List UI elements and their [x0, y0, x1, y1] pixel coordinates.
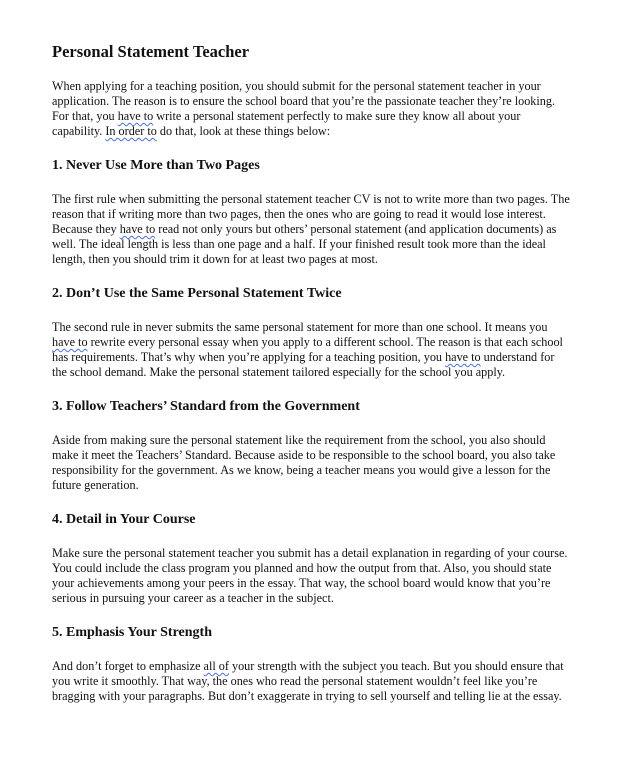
grammar-flag: all of	[203, 659, 229, 673]
document-title: Personal Statement Teacher	[52, 42, 250, 61]
section-heading: 1. Never Use More than Two Pages	[52, 158, 260, 173]
section-heading: 5. Emphasis Your Strength	[52, 625, 213, 640]
intro-text-1: When applying for a teaching position, you should submit for the personal statement teacher in your application. The reason is to ensure the school board that you’re the passionate teacher they’re looking. For that, you	[52, 79, 556, 123]
section-heading: 3. Follow Teachers’ Standard from the Government	[52, 399, 360, 414]
grammar-flag: have to	[445, 350, 481, 364]
section-paragraph	[52, 320, 570, 380]
section-paragraph: Aside from making sure the personal statement like the requirement from the school, you also should make it meet the Teachers’ Standard. Because aside to be responsible to the school board, you also take responsibility for the government. As we know, being a teacher means you would give a lesson for the future generation.	[52, 433, 556, 492]
section-paragraph	[52, 659, 570, 704]
section-heading: 2. Don’t Use the Same Personal Statement Twice	[52, 286, 342, 301]
intro-text-2: write a personal statement perfectly to make sure they know all about your capability.	[52, 109, 521, 138]
section-text: rewrite every personal essay when you apply to a different school. The reason is that each school has requirements. That’s why when you’re applying for a teaching position, you	[52, 335, 563, 364]
intro-paragraph	[52, 79, 570, 139]
section-text: And don’t forget to emphasize	[52, 659, 204, 673]
grammar-flag: have to	[52, 335, 88, 349]
section-text: your strength with the subject you teach. But you should ensure that you write it smoothly. That way, the ones who read the personal statement wouldn’t feel like you’re bragging with your paragraphs. But don’t exaggerate in trying to sell yourself and telling lie at the essay.	[52, 659, 564, 703]
intro-text-3: do that, look at these things below:	[156, 124, 331, 138]
grammar-flag: In order to	[105, 124, 157, 138]
section-paragraph: Make sure the personal statement teacher you submit has a detail explanation in regarding of your course. You could include the class program you planned and how the output from that. Also, you should state your achievements among your peers in the essay. That way, the school board would know that you’re serious in pursuing your career as a teacher in the subject.	[52, 546, 568, 605]
section-heading: 4. Detail in Your Course	[52, 512, 196, 527]
grammar-flag: have to	[117, 109, 154, 123]
section-paragraph	[52, 192, 570, 267]
grammar-flag: have to	[119, 222, 156, 236]
section-text: The second rule in never submits the same personal statement for more than one school. It means you	[52, 320, 548, 334]
section-text: understand for the school demand. Make the personal statement tailored especially for the school you apply.	[52, 350, 555, 379]
section-text: The first rule when submitting the personal statement teacher CV is not to write more than two pages. The reason that if writing more than two pages, then the ones who are going to read it would lose interest. Because they	[52, 192, 570, 236]
section-text: read not only yours but others’ personal statement (and application documents) as well. The ideal length is less than one page and a half. If your finished result took more than the ideal length, then you should trim it down for at least two pages at most.	[52, 222, 557, 266]
